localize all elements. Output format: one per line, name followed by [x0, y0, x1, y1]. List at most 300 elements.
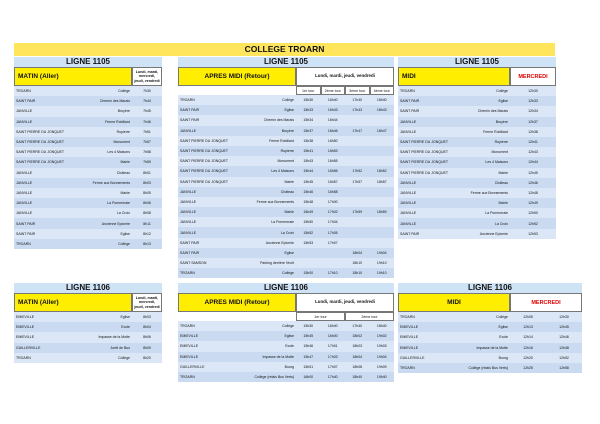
stop-cell: Impasse de la Motte — [476, 345, 508, 350]
stop-cell: Chemin des Marais — [477, 109, 508, 114]
tour-header: 3ème tour — [345, 86, 370, 95]
commune-cell: JANVILLE — [16, 119, 33, 124]
table-row — [398, 86, 556, 96]
table-row — [398, 188, 556, 198]
time-cell: 8h09 — [143, 345, 151, 350]
stop-cell: Collège — [118, 89, 130, 94]
table-row — [398, 96, 556, 106]
time-cell: 18h47 — [376, 128, 387, 133]
table-row — [178, 177, 394, 187]
time-cell: 12h38 — [528, 129, 538, 134]
time-cell: 15h43 — [303, 159, 314, 164]
commune-cell: TROARN — [400, 89, 415, 94]
table-row — [178, 258, 394, 268]
time-cell: 17h03 — [327, 354, 338, 359]
table-row — [14, 208, 162, 218]
table-row — [14, 127, 162, 137]
time-cell: 15h30 — [303, 98, 314, 103]
stop-cell: Eglise — [284, 250, 294, 255]
stop-cell: Ancienne Epicerie — [265, 240, 294, 245]
stop-cell: Eglise — [284, 108, 294, 113]
time-cell: 15h41 — [303, 149, 314, 154]
table-row — [398, 218, 556, 228]
stop-cell: Eglise — [498, 325, 508, 330]
commune-cell: JANVILLE — [16, 201, 33, 206]
stop-cell: Impasse de la Motte — [98, 335, 130, 340]
stop-cell: Ferme Robillard — [105, 119, 130, 124]
commune-cell: JANVILLE — [400, 201, 417, 206]
time-cell: 19h10 — [376, 261, 387, 266]
time-cell: 16h43 — [327, 108, 338, 113]
table-row — [14, 168, 162, 178]
stop-cell: Eglise — [284, 334, 294, 339]
period-label: APRES MIDI (Retour) — [178, 293, 296, 312]
stop-cell: Monument — [113, 140, 130, 145]
table-row — [14, 312, 162, 322]
table-row — [398, 322, 582, 332]
commune-cell: SAINT PAIR — [180, 118, 200, 123]
stop-cell: Collège — [496, 315, 508, 320]
stop-cell: Ecole — [121, 325, 130, 330]
time-cell: 12h14 — [523, 335, 533, 340]
stop-cell: Collège — [118, 355, 130, 360]
commune-cell: SAINT PIERRE DU JONQUET — [180, 169, 228, 174]
time-cell: 7h59 — [143, 160, 151, 165]
period-label: MIDI — [398, 293, 510, 312]
stop-cell: Rupierre — [280, 149, 294, 154]
table-row — [398, 353, 582, 363]
time-cell: 17h07 — [327, 364, 338, 369]
commune-cell: EMIEVILLE — [16, 315, 35, 320]
tour-header: 4ème tour — [370, 86, 395, 95]
stop-cell: Ferme aux Bonnements — [92, 180, 130, 185]
period-label: APRES MIDI (Retour) — [178, 67, 296, 86]
table-row — [398, 147, 556, 157]
stop-cell: Bourg — [498, 355, 508, 360]
table-row — [178, 156, 394, 166]
panel-matin-1106 — [14, 283, 162, 363]
stop-cell: Eglise — [120, 315, 130, 320]
commune-cell: JANVILLE — [180, 189, 197, 194]
time-cell: 19h09 — [376, 364, 387, 369]
time-cell: 17h10 — [327, 271, 338, 276]
stop-cell: La Pommeraie — [107, 201, 130, 206]
time-cell: 18h40 — [352, 375, 363, 380]
time-cell: 12h34 — [528, 109, 538, 114]
stop-cell: Ancienne Epicerie — [101, 221, 130, 226]
time-cell: 8h03 — [143, 315, 151, 320]
time-cell: 15h48 — [303, 199, 314, 204]
table-row — [178, 217, 394, 227]
time-cell: 18h40 — [376, 324, 387, 329]
time-cell: 15h00 — [303, 271, 314, 276]
time-cell: 15h30 — [303, 324, 314, 329]
time-cell: 19h03 — [376, 344, 387, 349]
commune-cell: SAINT PIERRE DU JONQUET — [400, 160, 448, 165]
commune-cell: SAINT PIERRE DU JONQUET — [180, 138, 228, 143]
time-cell: 15h46 — [303, 344, 314, 349]
time-cell: 15h34 — [303, 118, 314, 123]
time-cell: 12h45 — [528, 170, 538, 175]
schedule-rows — [178, 95, 394, 278]
table-row — [14, 96, 162, 106]
commune-cell: JANVILLE — [400, 190, 417, 195]
stop-cell: Mairie — [498, 201, 508, 206]
stop-cell: Collège — [282, 98, 294, 103]
tour-header: 1er tour — [296, 86, 321, 95]
table-row — [178, 197, 394, 207]
table-row — [178, 207, 394, 217]
time-cell: 12h58 — [559, 366, 569, 371]
time-cell: 12h52 — [559, 355, 569, 360]
time-cell: 12h13 — [523, 325, 533, 330]
time-cell: 17h47 — [352, 128, 363, 133]
table-row — [398, 137, 556, 147]
panel-matin-1105 — [14, 57, 162, 249]
commune-cell: SAINT PIERRE DU JONQUET — [16, 150, 64, 155]
stop-cell: Collège — [496, 89, 508, 94]
time-cell: 12h46 — [559, 335, 569, 340]
table-row — [178, 126, 394, 136]
time-cell: 16h00 — [327, 334, 338, 339]
stop-cell: Les 4 Maisons — [107, 150, 130, 155]
table-row — [178, 136, 394, 146]
time-cell: 16h40 — [327, 324, 338, 329]
commune-cell: SAINT PAIR — [180, 250, 200, 255]
time-cell: 12h30 — [559, 315, 569, 320]
commune-cell: SAINT PIERRE DU JONQUET — [16, 160, 64, 165]
table-row — [398, 117, 556, 127]
days-label: Lundi, mardi, mercredi, jeudi, vendredi — [132, 293, 162, 312]
time-cell: 15h51 — [303, 364, 314, 369]
commune-cell: GUILLERVILLE — [400, 355, 425, 360]
commune-cell: TROARN — [400, 366, 415, 371]
time-cell: 8h13 — [143, 241, 151, 246]
commune-cell: EMIEVILLE — [180, 344, 199, 349]
commune-cell: JANVILLE — [16, 109, 33, 114]
time-cell: 16h50 — [327, 138, 338, 143]
time-cell: 16h57 — [327, 179, 338, 184]
time-cell: 18h03 — [352, 344, 363, 349]
days-label: Lundi, mardi, jeudi, vendredi — [296, 67, 394, 86]
table-row — [178, 115, 394, 125]
time-cell: 12h43 — [528, 150, 538, 155]
commune-cell: TROARN — [16, 241, 31, 246]
table-row — [398, 363, 582, 373]
time-cell: 8h06 — [143, 201, 151, 206]
panel-midi-1105 — [398, 57, 556, 239]
table-row — [14, 117, 162, 127]
commune-cell: SAINT PAIR — [16, 99, 36, 104]
table-row — [398, 106, 556, 116]
commune-cell: SAINT PIERRE DU JONQUET — [16, 129, 64, 134]
time-cell: 8h11 — [143, 221, 151, 226]
table-row — [398, 332, 582, 342]
table-row — [398, 229, 556, 239]
time-cell: 8h06 — [143, 335, 151, 340]
commune-cell: TROARN — [180, 98, 195, 103]
stop-cell: Bruyère — [281, 128, 294, 133]
commune-cell: SAINT PAIR — [16, 231, 36, 236]
table-row — [14, 137, 162, 147]
time-cell: 8h03 — [143, 180, 151, 185]
time-cell: 8h01 — [143, 170, 151, 175]
panel-soir-1105 — [178, 57, 394, 278]
ligne-title: LIGNE 1106 — [14, 283, 162, 293]
table-row — [14, 157, 162, 167]
table-row — [178, 227, 394, 237]
time-cell: 15h45 — [303, 179, 314, 184]
time-cell: 16h40 — [327, 98, 338, 103]
stop-cell: Ferme aux Bonnements — [256, 199, 294, 204]
time-cell: 15h44 — [303, 169, 314, 174]
commune-cell: JANVILLE — [400, 180, 417, 185]
time-cell: 18h08 — [352, 364, 363, 369]
time-cell: 18h40 — [376, 98, 387, 103]
stop-cell: Monument — [491, 150, 508, 155]
commune-cell: SAINT PIERRE DU JONQUET — [400, 150, 448, 155]
commune-cell: JANVILLE — [16, 170, 33, 175]
time-cell: 7h30 — [143, 89, 151, 94]
commune-cell: JANVILLE — [16, 190, 33, 195]
stop-cell: Mairie — [284, 179, 294, 184]
stop-cell: Impasse de la Motte — [262, 354, 294, 359]
commune-cell: JANVILLE — [180, 220, 197, 225]
table-row — [178, 341, 394, 351]
stop-cell: Château — [280, 189, 294, 194]
time-cell: 8h12 — [143, 231, 151, 236]
time-cell: 17h57 — [352, 179, 363, 184]
schedule-rows — [398, 86, 556, 239]
stop-cell: Collège — [282, 324, 294, 329]
tour-header: 2ème tour — [321, 86, 346, 95]
commune-cell: SAINT PIERRE DU JONQUET — [180, 149, 228, 154]
table-row — [14, 332, 162, 342]
time-cell: 19h40 — [376, 375, 387, 380]
table-row — [398, 178, 556, 188]
table-row — [398, 208, 556, 218]
stop-cell: Collège — [118, 241, 130, 246]
table-row — [14, 229, 162, 239]
time-cell: 12h37 — [528, 119, 538, 124]
commune-cell: EMIEVILLE — [180, 354, 199, 359]
stop-cell: Parking derrière l'écrit — [260, 261, 294, 266]
stop-cell: Arrêt de Bus — [110, 345, 130, 350]
days-label: Lundi, mardi, jeudi, vendredi — [296, 293, 394, 312]
time-cell: 12h53 — [528, 231, 538, 236]
commune-cell: TROARN — [180, 324, 195, 329]
commune-cell: EMIEVILLE — [16, 325, 35, 330]
time-cell: 18h57 — [376, 179, 387, 184]
table-row — [178, 352, 394, 362]
time-cell: 12h20 — [523, 355, 533, 360]
commune-cell: SAINT PIERRE DU JONQUET — [180, 179, 228, 184]
table-row — [14, 106, 162, 116]
schedule-rows — [14, 86, 162, 249]
commune-cell: JANVILLE — [400, 119, 417, 124]
stop-cell: Château — [494, 180, 508, 185]
time-cell: 12h49 — [528, 201, 538, 206]
commune-cell: EMIEVILLE — [180, 334, 199, 339]
stop-cell: Rupierre — [116, 129, 130, 134]
period-label: MIDI — [398, 67, 510, 86]
time-cell: 12h48 — [528, 190, 538, 195]
time-cell: 19h04 — [376, 250, 387, 255]
time-cell: 12h25 — [523, 366, 533, 371]
schedule-rows — [178, 321, 394, 382]
time-cell: 7h57 — [143, 140, 151, 145]
commune-cell: TROARN — [400, 315, 415, 320]
table-row — [398, 198, 556, 208]
stop-cell: Chemin des Marais — [263, 118, 294, 123]
time-cell: 17h01 — [327, 344, 338, 349]
tour-header: 1er tour — [296, 312, 345, 321]
ligne-title: LIGNE 1105 — [14, 57, 162, 67]
time-cell: 16h55 — [327, 159, 338, 164]
table-row — [178, 238, 394, 248]
commune-cell: TROARN — [180, 271, 195, 276]
commune-cell: SAINT PAIR — [400, 231, 420, 236]
table-row — [178, 362, 394, 372]
commune-cell: JANVILLE — [180, 128, 197, 133]
commune-cell: SAINT PIERRE DU JONQUET — [16, 140, 64, 145]
table-row — [14, 147, 162, 157]
stop-cell: Bruyère — [117, 109, 130, 114]
commune-cell: JANVILLE — [400, 221, 417, 226]
commune-cell: JANVILLE — [400, 129, 417, 134]
time-cell: 12h30 — [528, 89, 538, 94]
table-row — [398, 157, 556, 167]
time-cell: 18h10 — [352, 271, 363, 276]
time-cell: 7h51 — [143, 129, 151, 134]
table-row — [178, 331, 394, 341]
ligne-title: LIGNE 1106 — [398, 283, 582, 293]
stop-cell: Mairie — [498, 170, 508, 175]
time-cell: 16h00 — [303, 375, 314, 380]
table-row — [14, 343, 162, 353]
commune-cell: JANVILLE — [400, 211, 417, 216]
period-label: MATIN (Aller) — [14, 67, 132, 86]
stop-cell: Ferme Robillard — [269, 138, 294, 143]
commune-cell: EMIEVILLE — [16, 335, 35, 340]
table-row — [178, 105, 394, 115]
time-cell: 8h05 — [143, 190, 151, 195]
commune-cell: GUILLERVILLE — [180, 364, 205, 369]
time-cell: 18h02 — [352, 334, 363, 339]
commune-cell: SAINT PAIR — [400, 109, 420, 114]
table-row — [398, 343, 582, 353]
time-cell: 8h20 — [143, 355, 151, 360]
time-cell: 18h52 — [376, 169, 387, 174]
stop-cell: Mairie — [120, 160, 130, 165]
table-row — [14, 322, 162, 332]
table-row — [398, 127, 556, 137]
stop-cell: Les 4 Maisons — [485, 160, 508, 165]
schedule-rows — [14, 312, 162, 363]
time-cell: 15h33 — [303, 108, 314, 113]
time-cell: 12h48 — [559, 345, 569, 350]
time-cell: 12h33 — [528, 99, 538, 104]
stop-cell: Eglise — [498, 99, 508, 104]
stop-cell: La Pommeraie — [485, 211, 508, 216]
time-cell: 19h10 — [376, 271, 387, 276]
commune-cell: SAINT PIERRE DU JONQUET — [400, 140, 448, 145]
commune-cell: SAINT PAIR — [16, 221, 36, 226]
commune-cell: TROARN — [16, 89, 31, 94]
commune-cell: JANVILLE — [16, 180, 33, 185]
time-cell: 15h52 — [303, 230, 314, 235]
commune-cell: EMIEVILLE — [400, 345, 419, 350]
commune-cell: SAINT PAIR — [180, 240, 200, 245]
stop-cell: Mairie — [120, 190, 130, 195]
commune-cell: TROARN — [16, 355, 31, 360]
time-cell: 15h38 — [303, 138, 314, 143]
commune-cell: SAINT PAIR — [180, 108, 200, 113]
time-cell: 16h58 — [327, 189, 338, 194]
time-cell: 16h53 — [327, 149, 338, 154]
time-cell: 17h00 — [327, 199, 338, 204]
stop-cell: La Croix — [116, 211, 130, 216]
time-cell: 17h40 — [352, 98, 363, 103]
commune-cell: SAINT PIERRE DU JONQUET — [180, 159, 228, 164]
stop-cell: La Pommeraie — [271, 220, 294, 225]
time-cell: 12h52 — [528, 221, 538, 226]
commune-cell: SAINT PIERRE DU JONQUET — [400, 170, 448, 175]
table-row — [398, 312, 582, 322]
table-row — [14, 239, 162, 249]
table-row — [398, 168, 556, 178]
stop-cell: Chemin des Marais — [99, 99, 130, 104]
ligne-title: LIGNE 1105 — [178, 57, 394, 67]
ligne-title: LIGNE 1106 — [178, 283, 394, 293]
time-cell: 12h50 — [528, 211, 538, 216]
time-cell: 18h59 — [376, 210, 387, 215]
stop-cell: Rupierre — [494, 140, 508, 145]
stop-cell: Ecole — [499, 335, 508, 340]
table-row — [178, 95, 394, 105]
time-cell: 8h08 — [143, 211, 151, 216]
time-cell: 18h10 — [352, 261, 363, 266]
stop-cell: La Croix — [494, 221, 508, 226]
time-cell: 16h46 — [327, 128, 338, 133]
time-cell: 15h37 — [303, 128, 314, 133]
table-row — [178, 187, 394, 197]
time-cell: 17h05 — [327, 230, 338, 235]
time-cell: 17h02 — [327, 210, 338, 215]
time-cell: 12h45 — [559, 325, 569, 330]
table-row — [178, 166, 394, 176]
stop-cell: Les 4 Maisons — [271, 169, 294, 174]
page-title: COLLEGE TROARN — [14, 43, 555, 56]
time-cell: 7h45 — [143, 109, 151, 114]
commune-cell: JANVILLE — [16, 211, 33, 216]
time-cell: 17h43 — [352, 108, 363, 113]
days-label: Lundi, mardi, mercredi, jeudi, vendredi — [132, 67, 162, 86]
stop-cell: Ancienne Epicerie — [479, 231, 508, 236]
stop-cell: Ferme aux Bonnements — [470, 190, 508, 195]
commune-cell: GUILLERVILLE — [16, 345, 41, 350]
stop-cell: Ecole — [285, 344, 294, 349]
time-cell: 17h52 — [352, 169, 363, 174]
commune-cell: JANVILLE — [180, 199, 197, 204]
commune-cell: SAINT PAIR — [400, 99, 420, 104]
table-row — [178, 248, 394, 258]
time-cell: 17h40 — [352, 324, 363, 329]
time-cell: 8h04 — [143, 325, 151, 330]
table-row — [178, 321, 394, 331]
time-cell: 19h02 — [376, 334, 387, 339]
stop-cell: La Croix — [280, 230, 294, 235]
